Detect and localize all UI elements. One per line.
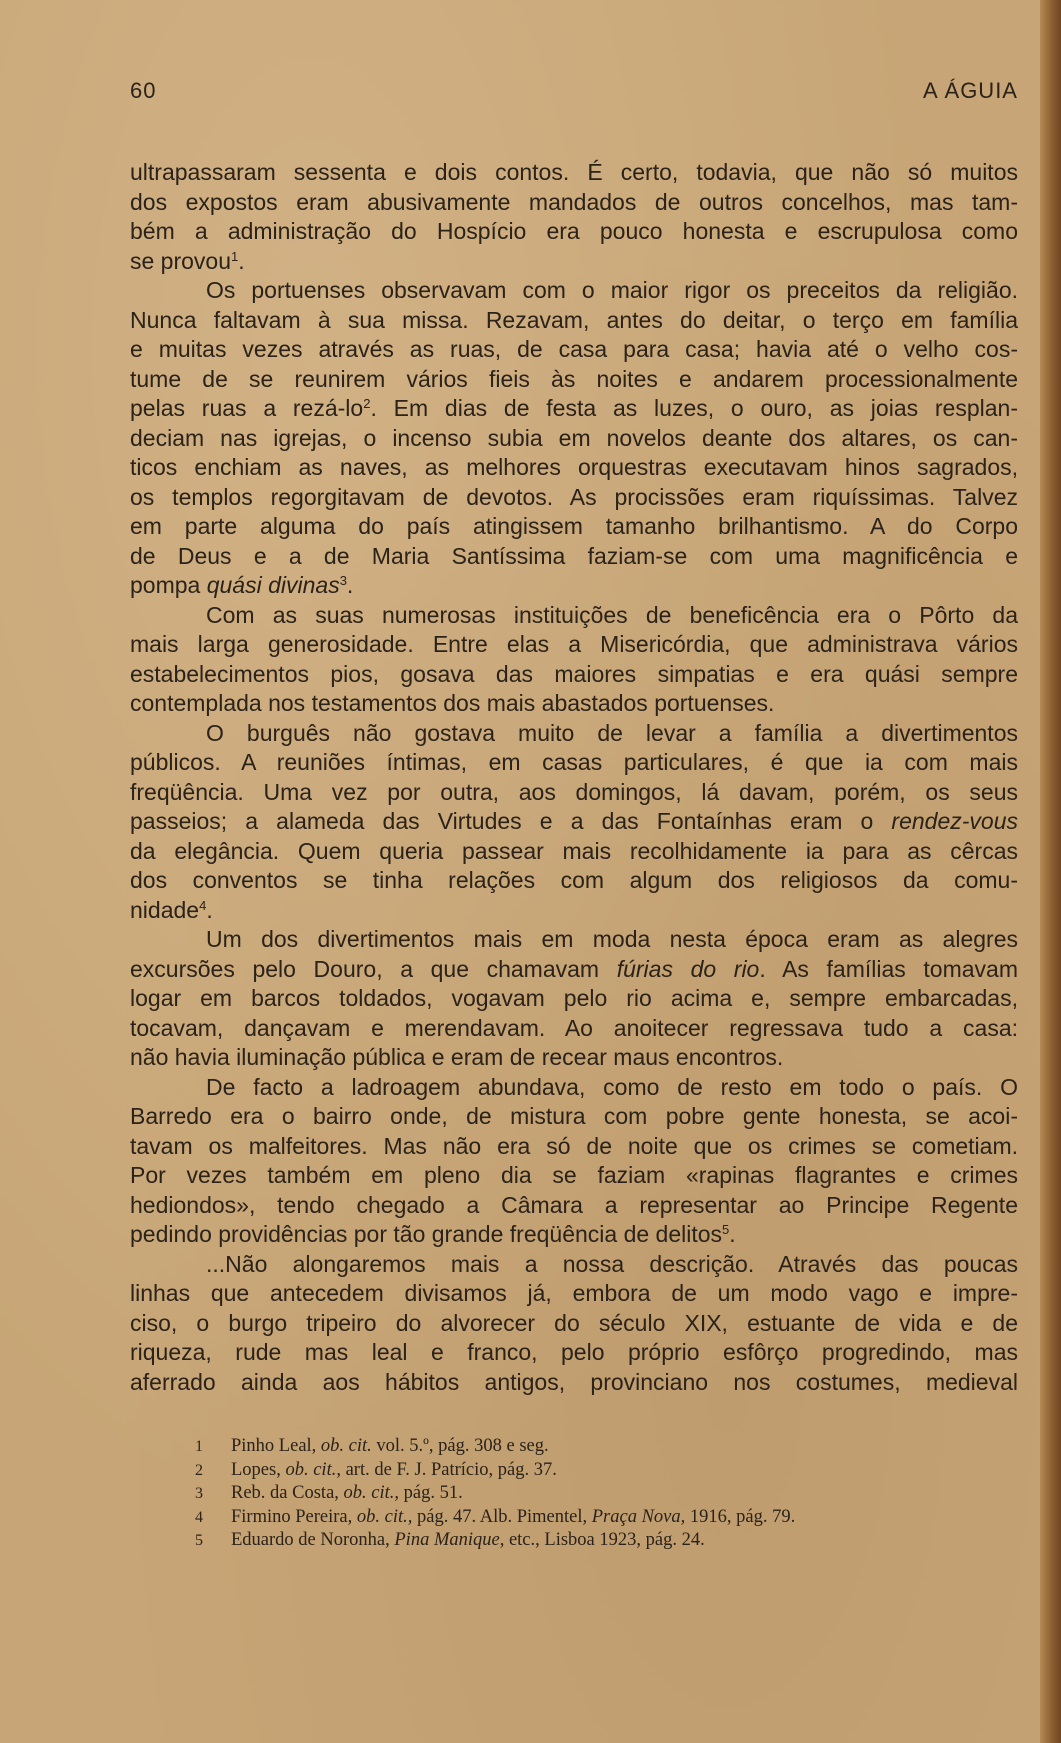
line-text: pelas ruas a rezá-lo [130, 395, 364, 421]
footnote [195, 1435, 1015, 1459]
footnote-ref: 3 [339, 573, 347, 588]
text-line [130, 1220, 1018, 1250]
line-text: O burguês não gostava muito de levar a família a divertimentos [206, 719, 1018, 746]
line-text: deciam nas igrejas, o incenso subia em novelos deante dos altares, os can- [130, 424, 1018, 451]
footnote [195, 1506, 1015, 1530]
footnote-italic: ob. cit., [356, 1506, 413, 1527]
text-line [130, 807, 1018, 837]
text-line [130, 984, 1018, 1014]
text-line [130, 247, 1018, 277]
footnote-text [231, 1506, 795, 1530]
text-line [130, 1309, 1018, 1339]
line-text: pedindo providências por tão grande freqüência de delitos [130, 1221, 723, 1247]
text-line [130, 571, 1018, 601]
line-text: dos expostos eram abusivamente mandados de outros concelhos, mas tam- [130, 188, 1018, 215]
footnote-text [231, 1529, 705, 1553]
line-text: não havia iluminação pública e eram de recear maus encontros. [130, 1044, 784, 1070]
footnote-text [231, 1482, 463, 1506]
line-text: mais larga generosidade. Entre elas a Misericórdia, que administrava vários [130, 631, 1018, 657]
footnote-number: 1 [195, 1438, 203, 1455]
text-line [130, 158, 1018, 188]
text-line [130, 276, 1018, 306]
footnote-author: Pinho Leal, [231, 1436, 321, 1456]
italic-text: fúrias do rio [616, 955, 760, 982]
text-line [130, 335, 1018, 365]
text-line [130, 1279, 1018, 1309]
footnote-author: Eduardo de Noronha, [231, 1530, 395, 1550]
line-text: hediondos», tendo chegado a Câmara a representar ao Principe Regente [130, 1191, 1018, 1218]
line-text: os templos regorgitavam de devotos. As procissões eram riquíssimas. Talvez [130, 483, 1018, 510]
text-line [130, 748, 1018, 778]
footnote-text [231, 1459, 557, 1483]
line-text: Os portuenses observavam com o maior rigor os preceitos da religião. [206, 277, 1018, 303]
text-line [130, 1014, 1018, 1044]
line-text: freqüência. Uma vez por outra, aos domingos, lá davam, porém, os seus [130, 778, 1018, 805]
text-line [130, 1161, 1018, 1191]
line-text-tail: . [346, 572, 354, 598]
line-text: pompa [130, 572, 207, 598]
text-line [130, 1191, 1018, 1221]
footnote-detail: 1916, pág. 79. [685, 1506, 796, 1527]
text-line [130, 660, 1018, 690]
footnote-ref: 1 [231, 248, 239, 264]
line-text: Por vezes também em pleno dia se faziam «rapinas flagrantes e crimes [130, 1162, 1018, 1188]
line-text-tail: . As famílias tomavam [759, 955, 1018, 982]
line-text-tail: . [238, 247, 245, 274]
line-text: De facto a ladroagem abundava, como de resto em todo o país. O [206, 1073, 1018, 1100]
text-line [130, 1250, 1018, 1280]
line-text: tocavam, dançavam e merendavam. Ao anoitecer regressava tudo a casa: [130, 1014, 1018, 1041]
text-line [130, 424, 1018, 454]
text-line [130, 365, 1018, 395]
footnote-detail: pág. 47. Alb. Pimentel, [412, 1506, 592, 1527]
footnote-number: 3 [195, 1485, 203, 1502]
footnote-text [231, 1435, 549, 1459]
footnote-detail: vol. 5.º, pág. 308 e seg. [371, 1436, 549, 1456]
line-text: tavam os malfeitores. Mas não era só de noite que os crimes se cometiam. [130, 1132, 1018, 1159]
line-text-tail: . Em dias de festa as luzes, o ouro, as joias resplan- [370, 395, 1018, 421]
italic-text: quási divinas [206, 572, 340, 598]
line-text: de Deus e a de Maria Santíssima faziam-se com uma magnificência e [130, 542, 1018, 569]
text-line [130, 719, 1018, 749]
footnote-italic: Praça Nova, [591, 1506, 686, 1527]
line-text: dos conventos se tinha relações com algum dos religiosos da comu- [130, 867, 1018, 893]
line-text: nidade [130, 896, 200, 923]
line-text: da elegância. Quem queria passear mais recolhidamente ia para as cêrcas [130, 837, 1018, 864]
line-text: riqueza, rude mas leal e franco, pelo próprio esfôrço progredindo, mas [130, 1339, 1018, 1365]
text-line [130, 689, 1018, 719]
footnote-detail: etc., Lisboa 1923, pág. 24. [504, 1530, 705, 1550]
text-line [130, 1102, 1018, 1132]
footnote-italic: Pina Manique, [394, 1530, 505, 1550]
line-text: Um dos divertimentos mais em moda nesta época eram as alegres [206, 926, 1018, 952]
line-text: excursões pelo Douro, a que chamavam [130, 955, 617, 982]
running-title: A ÁGUIA [922, 78, 1018, 103]
page-header [130, 72, 1018, 106]
footnote-author: Firmino Pereira, [231, 1506, 357, 1527]
footnote-ref: 5 [722, 1222, 730, 1237]
text-line [130, 837, 1018, 867]
page-number: 60 [130, 78, 157, 103]
text-line [130, 512, 1018, 542]
footnote-author: Reb. da Costa, [231, 1483, 344, 1503]
footnote-number: 2 [195, 1461, 203, 1479]
footnote [195, 1459, 1015, 1483]
text-line [130, 1073, 1018, 1103]
text-line [130, 306, 1018, 336]
footnote-author: Lopes, [231, 1459, 286, 1480]
line-text-tail: . [206, 896, 213, 923]
footnote-italic: ob. cit. [320, 1436, 372, 1456]
page-edge [1040, 0, 1061, 1743]
line-text: passeios; a alameda das Virtudes e a das Fontaínhas eram o [130, 808, 892, 834]
text-line [130, 542, 1018, 572]
text-line [130, 1043, 1018, 1073]
line-text: se provou [130, 247, 232, 274]
text-line [130, 483, 1018, 513]
line-text: ticos enchiam as naves, as melhores orquestras executavam hinos sagrados, [130, 454, 1018, 480]
text-line [130, 866, 1018, 896]
line-text: logar em barcos toldados, vogavam pelo rio acima e, sempre embarcadas, [130, 985, 1018, 1011]
text-line [130, 630, 1018, 660]
italic-text: rendez-vous [891, 808, 1018, 834]
line-text: aferrado ainda aos hábitos antigos, provinciano nos costumes, medieval [130, 1368, 1018, 1395]
body-text [130, 158, 1018, 1397]
line-text-tail: . [729, 1221, 736, 1247]
text-line [130, 955, 1018, 985]
footnote-detail: art. de F. J. Patrício, pág. 37. [340, 1459, 557, 1480]
text-line [130, 1338, 1018, 1368]
line-text: ultrapassaram sessenta e dois contos. É certo, todavia, que não só muitos [130, 159, 1018, 185]
text-line [130, 778, 1018, 808]
footnotes [195, 1435, 1015, 1553]
line-text: contemplada nos testamentos dos mais abastados portuenses. [130, 690, 775, 716]
footnote-detail: pág. 51. [399, 1483, 463, 1503]
footnote-italic: ob. cit., [343, 1483, 400, 1503]
text-line [130, 394, 1018, 424]
line-text: públicos. A reuniões íntimas, em casas particulares, é que ia com mais [130, 749, 1018, 775]
text-line [130, 1368, 1018, 1398]
text-line [130, 896, 1018, 926]
text-line [130, 925, 1018, 955]
text-line [130, 601, 1018, 631]
text-line [130, 217, 1018, 247]
line-text: em parte alguma do país atingissem tamanho brilhantismo. A do Corpo [130, 513, 1018, 539]
footnote-number: 4 [195, 1508, 203, 1526]
line-text: Com as suas numerosas instituições de beneficência era o Pôrto da [206, 601, 1018, 628]
footnote [195, 1529, 1015, 1553]
text-line [130, 453, 1018, 483]
text-line [130, 1132, 1018, 1162]
footnote-number: 5 [195, 1532, 203, 1549]
line-text: ciso, o burgo tripeiro do alvorecer do século XIX, estuante de vida e de [130, 1309, 1018, 1336]
line-text: estabelecimentos pios, gosava das maiores simpatias e era quási sempre [130, 660, 1018, 687]
line-text: bém a administração do Hospício era pouco honesta e escrupulosa como [130, 218, 1018, 244]
footnote-italic: ob. cit., [285, 1459, 341, 1480]
line-text: Nunca faltavam à sua missa. Rezavam, antes do deitar, o terço em família [130, 306, 1018, 333]
line-text: Barredo era o bairro onde, de mistura com pobre gente honesta, se acoi- [130, 1103, 1018, 1129]
footnote-ref: 2 [363, 396, 371, 411]
line-text: linhas que antecedem divisamos já, embora de um modo vago e impre- [130, 1280, 1018, 1306]
line-text: e muitas vezes através as ruas, de casa para casa; havia até o velho cos- [130, 336, 1018, 362]
footnote-ref: 4 [199, 897, 207, 913]
footnote [195, 1482, 1015, 1506]
line-text: ...Não alongaremos mais a nossa descrição. Através das poucas [206, 1250, 1018, 1277]
text-line [130, 188, 1018, 218]
line-text: tume de se reunirem vários fieis às noites e andarem processionalmente [130, 365, 1018, 392]
